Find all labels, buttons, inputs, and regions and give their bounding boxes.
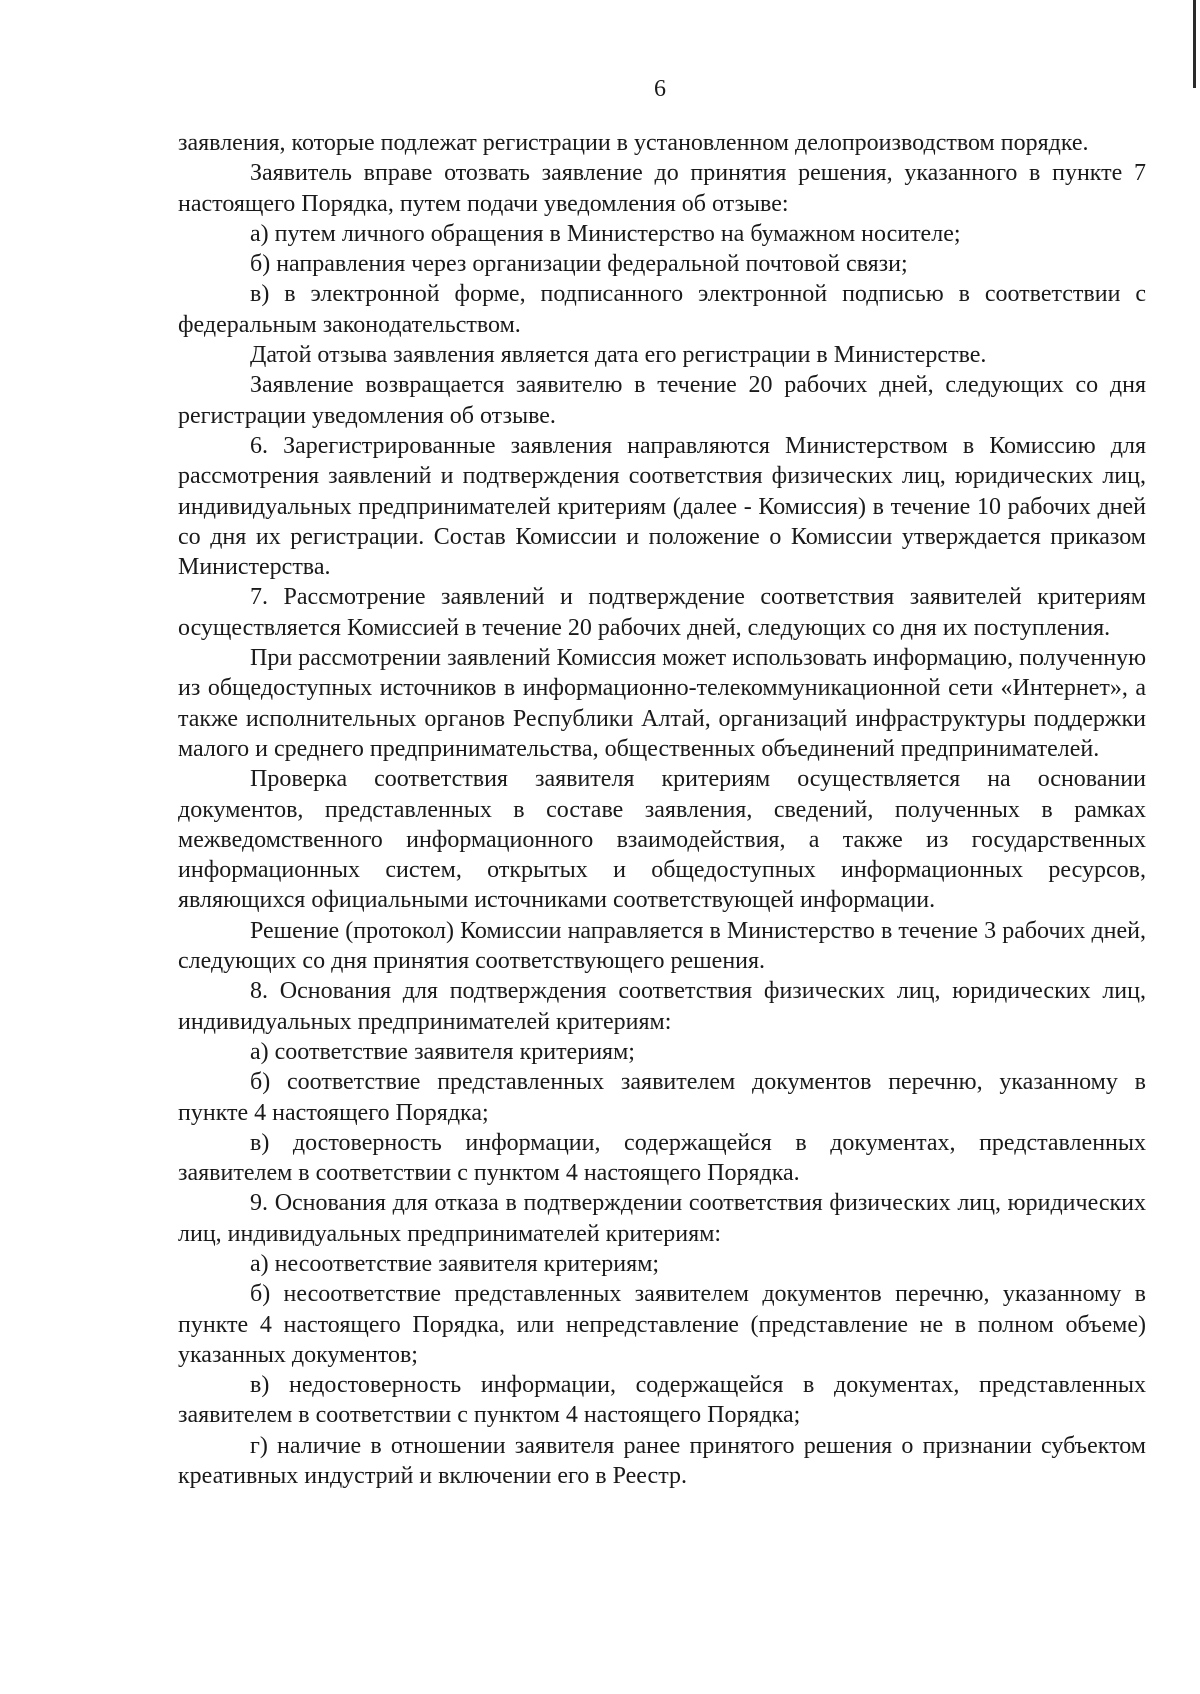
paragraph-withdrawal-option-c: в) в электронной форме, подписанного электронной подписью в соответствии с федеральным законодательством.: [178, 281, 1146, 338]
paragraph-commission-information: При рассмотрении заявлений Комиссия может использовать информацию, полученную из общедоступных источников в информационно-телекоммуникационной сети «Интернет», а также исполнительных органов Республики Алтай, организаций инфраструктуры поддержки малого и среднего предпринимательства, общественных объединений предпринимателей.: [178, 645, 1146, 762]
paragraph-item-9: 9. Основания для отказа в подтверждении соответствия физических лиц, юридических лиц, индивидуальных предпринимателей критериям:: [178, 1190, 1146, 1247]
paragraph-withdrawal-right: Заявитель вправе отозвать заявление до принятия решения, указанного в пункте 7 настоящего Порядка, путем подачи уведомления об отзыве:: [178, 160, 1146, 217]
paragraph-item-8: 8. Основания для подтверждения соответствия физических лиц, юридических лиц, индивидуальных предпринимателей критериям:: [178, 978, 1146, 1035]
paragraph-withdrawal-option-a: а) путем личного обращения в Министерство на бумажном носителе;: [250, 220, 961, 247]
paragraph-item-7: 7. Рассмотрение заявлений и подтверждение соответствия заявителей критериям осуществляется Комиссией в течение 20 рабочих дней, следующих со дня их поступления.: [178, 584, 1146, 641]
document-body: [178, 128, 1146, 1491]
paragraph-withdrawal-date: Датой отзыва заявления является дата его регистрации в Министерстве.: [250, 342, 987, 369]
paragraph-application-return: Заявление возвращается заявителю в течение 20 рабочих дней, следующих со дня регистрации уведомления об отзыве.: [178, 372, 1146, 429]
paragraph-item-9-d: г) наличие в отношении заявителя ранее принятого решения о признании субъектом креативных индустрий и включении его в Реестр.: [178, 1432, 1146, 1490]
paragraph-item-9-c: в) недостоверность информации, содержащейся в документах, представленных заявителем в соответствии с пунктом 4 настоящего Порядка;: [178, 1372, 1146, 1429]
paragraph-criteria-check: Проверка соответствия заявителя критериям осуществляется на основании документов, представленных в составе заявления, сведений, полученных в рамках межведомственного информационного взаимодействия, а также из государственных информационных систем, открытых и общедоступных информационных ресурсов, являющихся официальными источниками соответствующей информации.: [178, 766, 1146, 914]
paragraph-item-8-b: б) соответствие представленных заявителем документов перечню, указанному в пункте 4 настоящего Порядка;: [178, 1069, 1146, 1126]
paragraph-item-8-c: в) достоверность информации, содержащейся в документах, представленных заявителем в соответствии с пунктом 4 настоящего Порядка.: [178, 1129, 1146, 1187]
paragraph-item-9-a: а) несоответствие заявителя критериям;: [250, 1250, 660, 1277]
paragraph-item-6: 6. Зарегистрированные заявления направляются Министерством в Комиссию для рассмотрения заявлений и подтверждения соответствия физических лиц, юридических лиц, индивидуальных предпринимателей критериям (далее - Комиссия) в течение 10 рабочих дней со дня их регистрации. Состав Комиссии и положение о Комиссии утверждается приказом Министерства.: [178, 432, 1146, 581]
paragraph-item-9-b: б) несоответствие представленных заявителем документов перечню, указанному в пункте 4 настоящего Порядка, или непредставление (представление не в полном объеме) указанных документов;: [178, 1281, 1146, 1368]
paragraph-commission-decision: Решение (протокол) Комиссии направляется в Министерство в течение 3 рабочих дней, следующих со дня принятия соответствующего решения.: [178, 917, 1146, 975]
paragraph-item-8-a: а) соответствие заявителя критериям;: [250, 1038, 635, 1065]
paragraph-continuation: заявления, которые подлежат регистрации в установленном делопроизводством порядке.: [178, 130, 1089, 156]
page-number: 6: [654, 76, 666, 102]
paragraph-withdrawal-option-b: б) направления через организации федеральной почтовой связи;: [250, 251, 908, 278]
